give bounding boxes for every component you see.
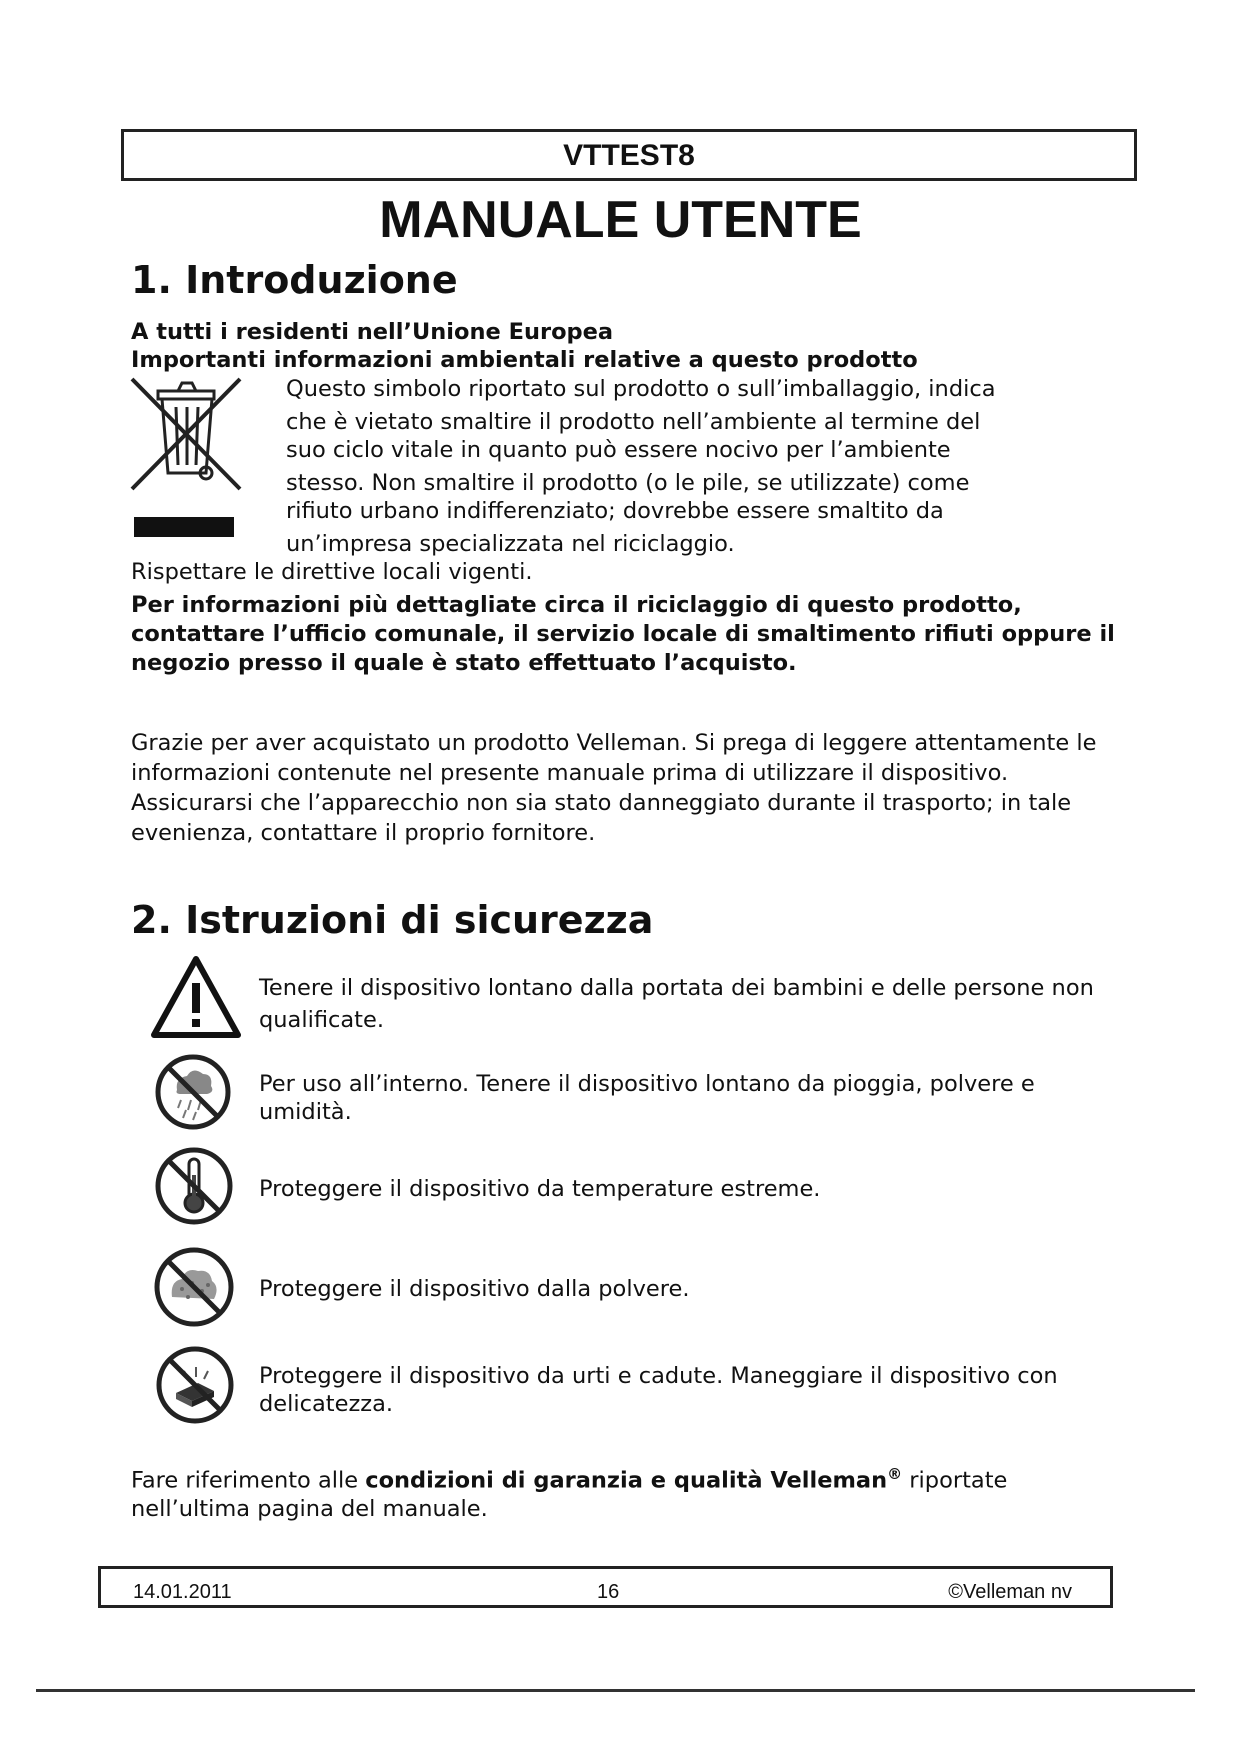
warning-triangle-icon [150, 955, 242, 1039]
no-rain-icon [153, 1052, 233, 1132]
weee-text-line: un’impresa specializzata nel riciclaggio. [286, 531, 735, 557]
local-rules-text: Rispettare le direttive locali vigenti. [131, 559, 533, 585]
environmental-info-subheading: Importanti informazioni ambientali relative a questo prodotto [131, 347, 918, 373]
weee-text-line: Questo simbolo riportato sul prodotto o sull’imballaggio, indica [286, 376, 996, 402]
recycling-info-paragraph: Per informazioni più dettagliate circa il riciclaggio di questo prodotto, contattare l’ufficio comunale, il servizio locale di smaltimento rifiuti oppure il negozio presso il quale è stato effettuato l’acquisto. [131, 592, 1115, 676]
eu-residents-subheading: A tutti i residenti nell’Unione Europea [131, 319, 614, 345]
weee-text-line: rifiuto urbano indifferenziato; dovrebbe essere smaltito da [286, 498, 944, 524]
warranty-reference-paragraph [131, 1460, 1121, 1523]
weee-text-line: suo ciclo vitale in quanto può essere nocivo per l’ambiente [286, 437, 951, 463]
page-footer [98, 1566, 1113, 1608]
safety-item-text: Tenere il dispositivo lontano dalla portata dei bambini e delle persone non qualificate. [259, 975, 1094, 1033]
model-header: VTTEST8 [121, 129, 1137, 181]
thanks-paragraph: Grazie per aver acquistato un prodotto Velleman. Si prega di leggere attentamente le informazioni contenute nel presente manuale prima di utilizzare il dispositivo. Assicurarsi che l’apparecchio non sia stato danneggiato durante il trasporto; in tale evenienza, contattare il proprio fornitore. [131, 730, 1097, 846]
section-heading-introduction: 1. Introduzione [131, 258, 458, 302]
footer-date: 14.01.2011 [133, 1581, 232, 1603]
no-extreme-temperature-icon [153, 1145, 235, 1227]
section-heading-safety: 2. Istruzioni di sicurezza [131, 898, 654, 942]
bottom-divider [36, 1689, 1195, 1692]
warranty-prefix: Fare riferimento alle [131, 1467, 366, 1494]
no-dust-icon [152, 1245, 236, 1329]
safety-item-text: Proteggere il dispositivo da temperature estreme. [259, 1176, 821, 1202]
safety-item-text: Proteggere il dispositivo da urti e cadute. Maneggiare il dispositivo con delicatezza. [259, 1363, 1058, 1417]
warranty-conditions-link: condizioni di garanzia e qualità Velleman [365, 1467, 888, 1494]
weee-text-line: stesso. Non smaltire il prodotto (o le pile, se utilizzate) come [286, 470, 970, 496]
footer-copyright: ©Velleman nv [948, 1581, 1072, 1603]
warranty-suffix: riportate nell’ultima pagina del manuale. [131, 1467, 1008, 1522]
safety-item-text: Per uso all’interno. Tenere il dispositivo lontano da pioggia, polvere e umidità. [259, 1071, 1035, 1125]
footer-page-number: 16 [597, 1581, 620, 1603]
safety-item-text: Proteggere il dispositivo dalla polvere. [259, 1276, 690, 1302]
weee-text-line: che è vietato smaltire il prodotto nell’ambiente al termine del [286, 409, 981, 435]
document-title: MANUALE UTENTE [379, 191, 862, 249]
registered-mark: ® [887, 1465, 903, 1483]
weee-crossed-bin-icon [128, 373, 246, 541]
no-shock-icon [154, 1343, 236, 1427]
